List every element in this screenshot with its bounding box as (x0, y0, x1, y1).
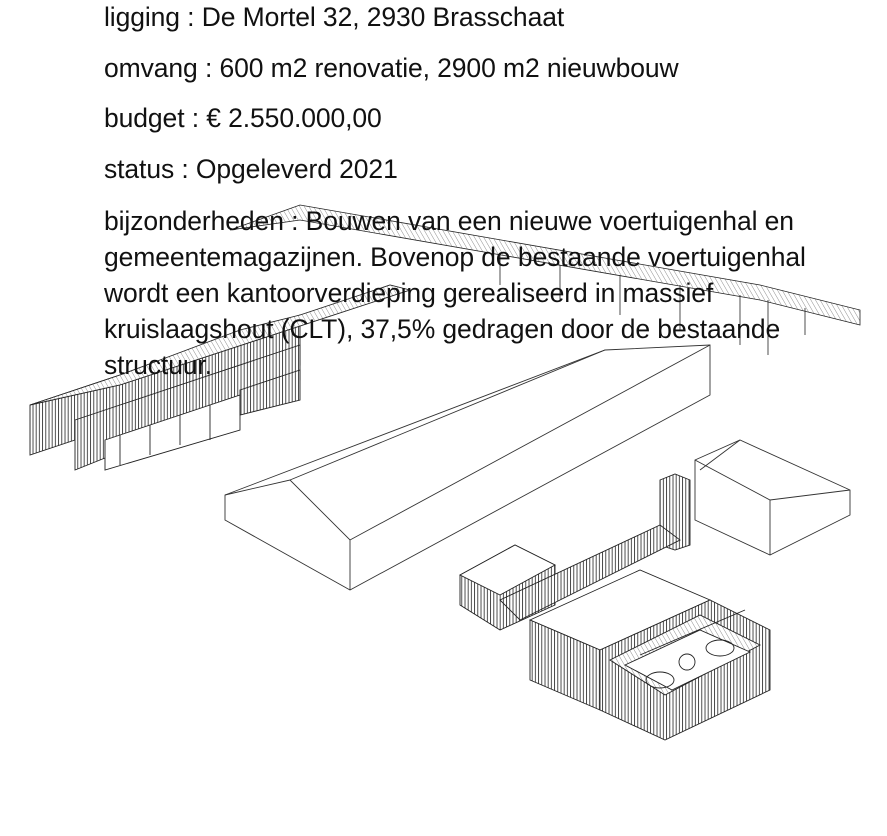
budget-text: budget : € 2.550.000,00 (104, 103, 382, 133)
omvang-text: omvang : 600 m2 renovatie, 2900 m2 nieuwbouw (104, 53, 679, 83)
bijzonderheden-text: bijzonderheden : Bouwen van een nieuwe voertuigenhal en gemeentemagazijnen. Bovenop de bestaande voertuigenhal wordt een kantoorverdieping gerealiseerd in massief kruislaagshout (CLT), 37,5% gedragen door de bestaande structuur. (104, 206, 806, 380)
right-hall (695, 440, 850, 555)
ligging-text: ligging : De Mortel 32, 2930 Brasschaat (104, 2, 565, 32)
status-text: status : Opgeleverd 2021 (104, 154, 398, 184)
